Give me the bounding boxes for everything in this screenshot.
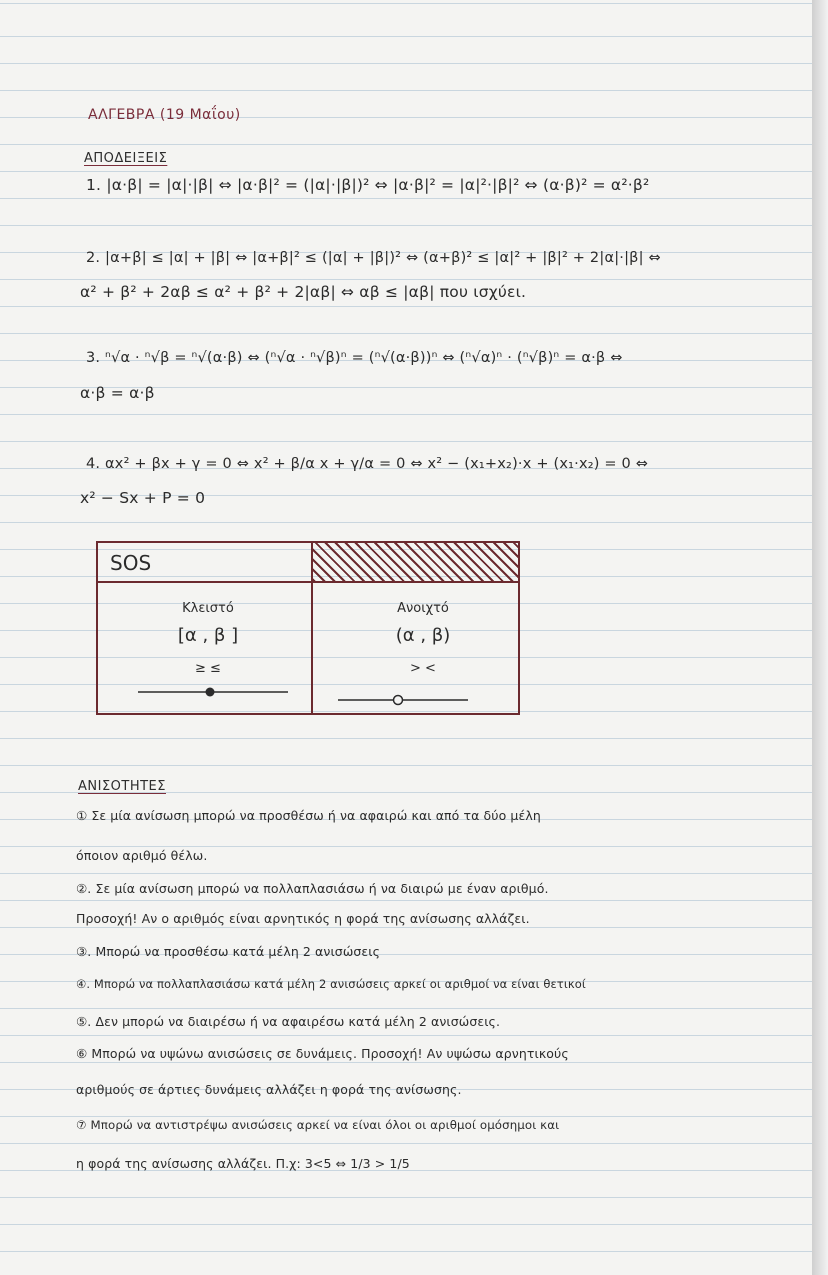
rule-1-line-2: όποιον αριθμό θέλω. [76, 848, 208, 863]
closed-symbols: ≥ ≤ [195, 661, 221, 676]
closed-interval: [α , β ] [177, 625, 239, 646]
open-number-line [338, 693, 468, 707]
open-interval: (α , β) [395, 625, 451, 646]
rule-3: ③. Μπορώ να προσθέσω κατά μέλη 2 ανισώσεις [76, 944, 381, 959]
sos-box [96, 541, 520, 715]
open-symbols: > < [410, 661, 436, 676]
page-title: ΑΛΓΕΒΡΑ (19 Μαΐου) [88, 107, 241, 123]
sos-divider-horizontal [98, 581, 518, 583]
rule-2-line-1: ②. Σε μία ανίσωση μπορώ να πολλαπλασιάσω ή να διαιρώ με έναν αριθμό. [76, 881, 549, 896]
inequalities-heading: ΑΝΙΣΟΤΗΤΕΣ [78, 779, 166, 794]
proof-4-line-1: 4. αx² + βx + γ = 0 ⇔ x² + β/α x + γ/α = 0 ⇔ x² − (x₁+x₂)·x + (x₁·x₂) = 0 ⇔ [86, 456, 649, 472]
rule-1-line-1: ① Σε μία ανίσωση μπορώ να προσθέσω ή να αφαιρώ και από τα δύο μέλη [76, 808, 541, 823]
closed-title: Κλειστό [182, 601, 234, 616]
sos-label: SOS [110, 551, 152, 575]
proof-3-line-1: 3. ⁿ√α · ⁿ√β = ⁿ√(α·β) ⇔ (ⁿ√α · ⁿ√β)ⁿ = (ⁿ√(α·β))ⁿ ⇔ (ⁿ√α)ⁿ · (ⁿ√β)ⁿ = α·β ⇔ [86, 350, 623, 366]
closed-number-line [138, 685, 288, 699]
rule-4: ④. Μπορώ να πολλαπλασιάσω κατά μέλη 2 ανισώσεις αρκεί οι αριθμοί να είναι θετικοί [76, 977, 586, 991]
rule-6-line-2: αριθμούς σε άρτιες δυνάμεις αλλάζει η φορά της ανίσωσης. [76, 1082, 462, 1097]
rule-2-line-2: Προσοχή! Αν ο αριθμός είναι αρνητικός η φορά της ανίσωσης αλλάζει. [76, 911, 530, 926]
open-title: Ανοιχτό [397, 601, 449, 616]
proof-1-line-1: 1. |α·β| = |α|·|β| ⇔ |α·β|² = (|α|·|β|)² ⇔ |α·β|² = |α|²·|β|² ⇔ (α·β)² = α²·β² [86, 176, 650, 194]
proof-2-line-1: 2. |α+β| ≤ |α| + |β| ⇔ |α+β|² ≤ (|α| + |β|)² ⇔ (α+β)² ≤ |α|² + |β|² + 2|α|·|β| ⇔ [86, 250, 661, 266]
rule-5: ⑤. Δεν μπορώ να διαιρέσω ή να αφαιρέσω κατά μέλη 2 ανισώσεις. [76, 1014, 501, 1029]
proofs-heading: ΑΠΟΔΕΙΞΕΙΣ [84, 151, 168, 166]
proof-3-line-2: α·β = α·β [80, 384, 155, 402]
adjacent-page-edge [812, 0, 828, 1275]
sos-divider-vertical [311, 543, 313, 713]
rule-7-line-2: η φορά της ανίσωσης αλλάζει. Π.χ: 3<5 ⇔ 1/3 > 1/5 [76, 1156, 410, 1171]
rule-7-line-1: ⑦ Μπορώ να αντιστρέψω ανισώσεις αρκεί να είναι όλοι οι αριθμοί ομόσημοι και [76, 1118, 560, 1132]
sos-hatch [313, 543, 518, 581]
rule-6-line-1: ⑥ Μπορώ να υψώνω ανισώσεις σε δυνάμεις. Προσοχή! Αν υψώσω αρνητικούς [76, 1046, 569, 1061]
proof-4-line-2: x² − Sx + P = 0 [80, 489, 206, 507]
proof-2-line-2: α² + β² + 2αβ ≤ α² + β² + 2|αβ| ⇔ αβ ≤ |αβ| που ισχύει. [80, 283, 527, 301]
